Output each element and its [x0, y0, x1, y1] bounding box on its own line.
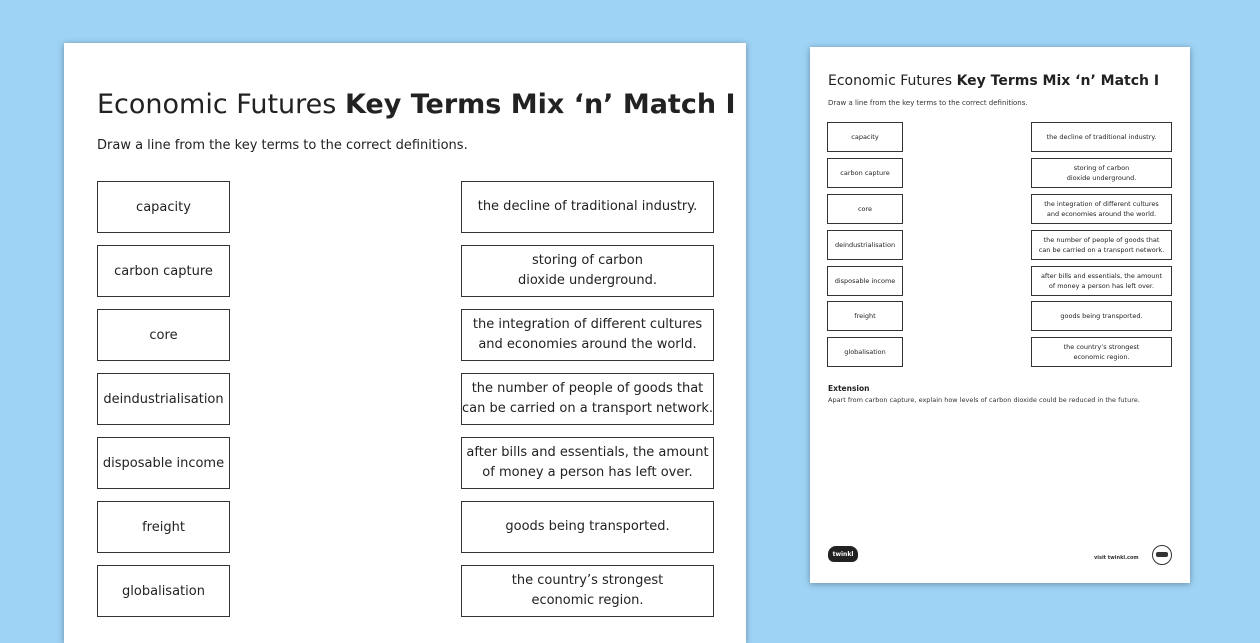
worksheet-preview-large — [64, 43, 746, 643]
instruction-text: Draw a line from the key terms to the correct definitions. — [97, 138, 468, 153]
worksheet-title — [97, 89, 736, 120]
extension-heading: Extension — [828, 384, 870, 393]
term-box-globalisation[interactable]: globalisation — [97, 565, 230, 617]
definition-box-small-4: the number of people of goods that can be carried on a transport network. — [1031, 230, 1172, 260]
term-box-capacity[interactable]: capacity — [97, 181, 230, 233]
twinkl-logo: twinkl — [828, 546, 858, 562]
title-regular: Economic Futures — [97, 89, 337, 120]
definition-box-small-1: the decline of traditional industry. — [1031, 122, 1172, 152]
title-regular-small: Economic Futures — [828, 73, 953, 89]
term-box-small-disposable-income: disposable income — [827, 266, 903, 296]
instruction-text-small: Draw a line from the key terms to the correct definitions. — [828, 99, 1028, 107]
term-box-disposable-income[interactable]: disposable income — [97, 437, 230, 489]
definition-box-5[interactable]: after bills and essentials, the amount of money a person has left over. — [461, 437, 714, 489]
definition-box-small-7: the country’s strongest economic region. — [1031, 337, 1172, 367]
worksheet-preview-full — [810, 47, 1190, 583]
definition-box-4[interactable]: the number of people of goods that can be carried on a transport network. — [461, 373, 714, 425]
definition-box-3[interactable]: the integration of different cultures and economies around the world. — [461, 309, 714, 361]
website-footer: visit twinkl.com — [1094, 555, 1139, 561]
definition-box-small-2: storing of carbon dioxide underground. — [1031, 158, 1172, 188]
definition-box-small-6: goods being transported. — [1031, 301, 1172, 331]
term-box-small-carbon-capture: carbon capture — [827, 158, 903, 188]
definition-box-7[interactable]: the country’s strongest economic region. — [461, 565, 714, 617]
term-box-deindustrialisation[interactable]: deindustrialisation — [97, 373, 230, 425]
term-box-small-deindustrialisation: deindustrialisation — [827, 230, 903, 260]
term-box-small-core: core — [827, 194, 903, 224]
term-box-core[interactable]: core — [97, 309, 230, 361]
extension-question: Apart from carbon capture, explain how levels of carbon dioxide could be reduced in the future. — [828, 396, 1140, 404]
worksheet-title-small — [828, 73, 1159, 89]
definition-box-1[interactable]: the decline of traditional industry. — [461, 181, 714, 233]
term-box-carbon-capture[interactable]: carbon capture — [97, 245, 230, 297]
term-box-small-globalisation: globalisation — [827, 337, 903, 367]
definition-box-small-5: after bills and essentials, the amount of money a person has left over. — [1031, 266, 1172, 296]
term-box-small-freight: freight — [827, 301, 903, 331]
definition-box-2[interactable]: storing of carbon dioxide underground. — [461, 245, 714, 297]
title-bold-small: Key Terms Mix ‘n’ Match I — [956, 73, 1160, 89]
definition-box-6[interactable]: goods being transported. — [461, 501, 714, 553]
title-bold: Key Terms Mix ‘n’ Match I — [344, 89, 736, 120]
term-box-freight[interactable]: freight — [97, 501, 230, 553]
definition-box-small-3: the integration of different cultures and economies around the world. — [1031, 194, 1172, 224]
term-box-small-capacity: capacity — [827, 122, 903, 152]
quality-seal-icon — [1152, 545, 1172, 565]
